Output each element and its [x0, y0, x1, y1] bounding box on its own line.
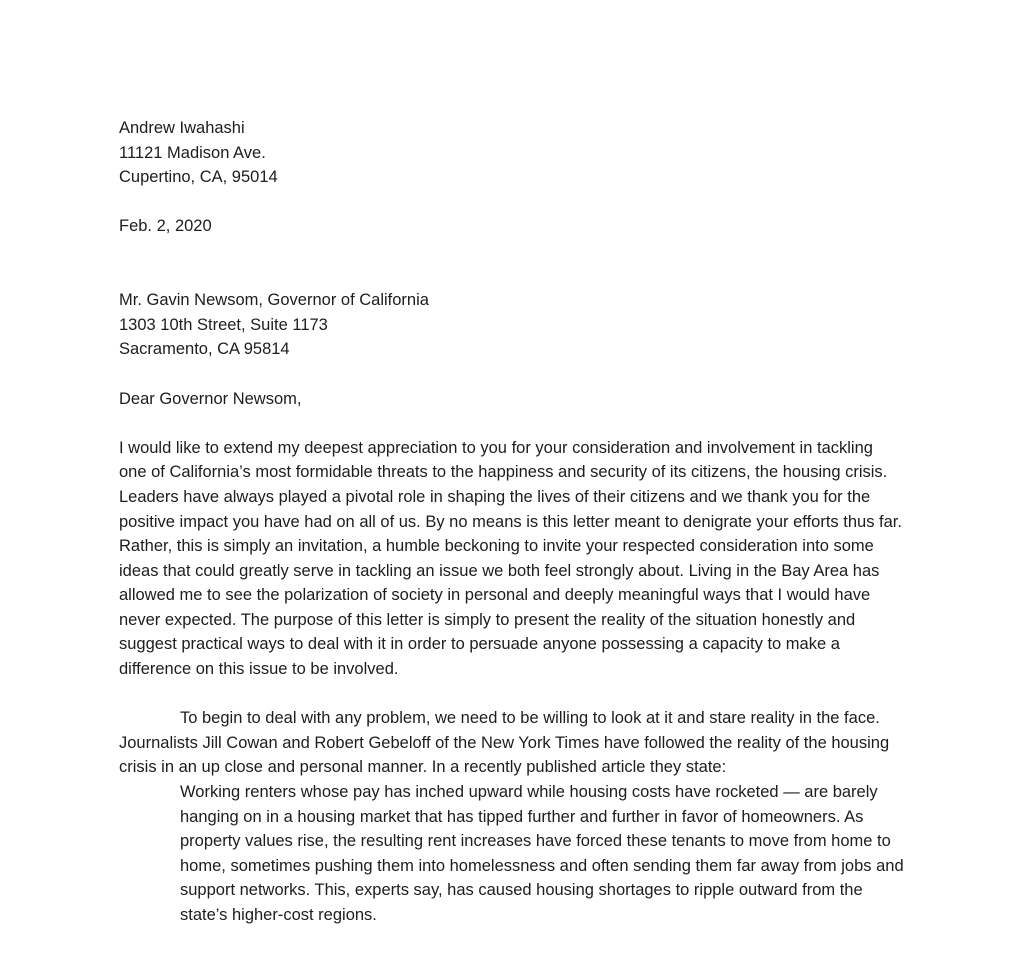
- recipient-name: Mr. Gavin Newsom, Governor of California: [119, 291, 429, 310]
- block-quote: Working renters whose pay has inched upward while housing costs have rocketed — are barely hanging on in a housing market that has tipped further and further in favor of homeowners. As property values rise, the resulting rent increases have forced these tenants to move from home to home, sometimes pushing them into homelessness and often sending them far away from jobs and support networks. This, experts say, has caused housing shortages to ripple outward from the state’s higher-cost regions.: [180, 783, 904, 924]
- paragraph-second: To begin to deal with any problem, we need to be willing to look at it and stare reality in the face. Journalists Jill Cowan and Robert Gebeloff of the New York Times have followed the reality of the housing crisis in an up close and personal manner. In a recently published article they state:: [119, 709, 890, 777]
- recipient-address-line1: 1303 10th Street, Suite 1173: [119, 315, 328, 334]
- sender-address-block: [119, 116, 905, 190]
- sender-address-line1: 11121 Madison Ave.: [119, 143, 266, 162]
- recipient-address-block: [119, 288, 905, 362]
- sender-address-line2: Cupertino, CA, 95014: [119, 168, 278, 187]
- recipient-address-line2: Sacramento, CA 95814: [119, 340, 290, 359]
- sender-name: Andrew Iwahashi: [119, 119, 245, 137]
- paragraph-intro: I would like to extend my deepest appreciation to you for your consideration and involvement in tackling one of California’s most formidable threats to the happiness and security of its citizens, the housing crisis. Leaders have always played a pivotal role in shaping the lives of their citizens and we thank you for the positive impact you have had on all of us. By no means is this letter meant to denigrate your efforts thus far. Rather, this is simply an invitation, a humble beckoning to invite your respected consideration into some ideas that could greatly serve in tackling an issue we both feel strongly about. Living in the Bay Area has allowed me to see the polarization of society in personal and deeply meaningful ways that I would have never expected. The purpose of this letter is simply to present the reality of the situation honestly and suggest practical ways to deal with it in order to persuade anyone possessing a capacity to make a difference on this issue to be involved.: [119, 438, 902, 679]
- salutation: Dear Governor Newsom,: [119, 389, 302, 408]
- letter-date: Feb. 2, 2020: [119, 217, 212, 236]
